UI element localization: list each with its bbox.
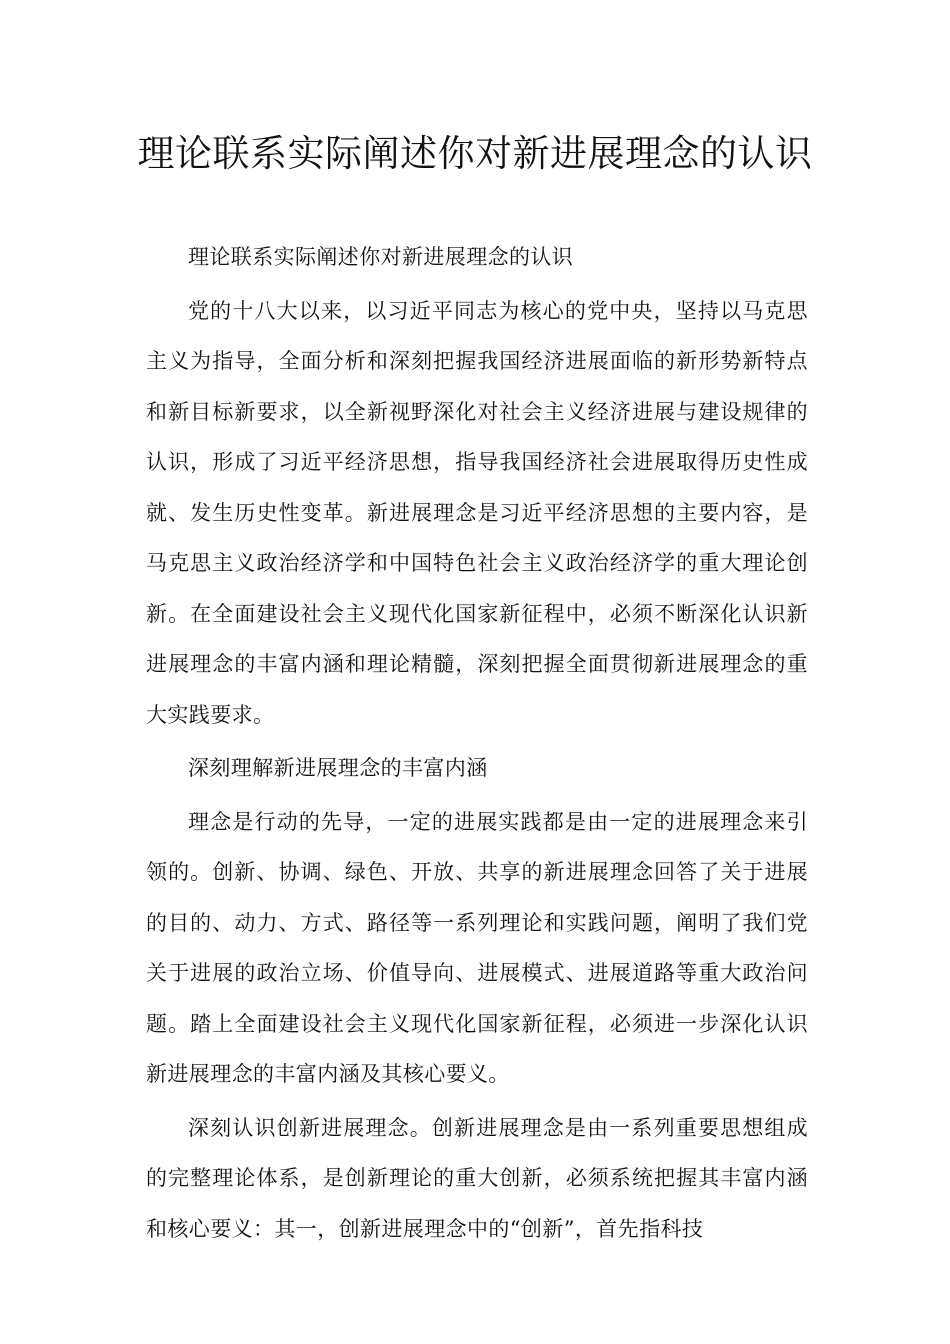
concept-paragraph: 理念是行动的先导，一定的进展实践都是由一定的进展理念来引领的。创新、协调、绿色、开放、共享的新进展理念回答了关于进展的目的、动力、方式、路径等一系列理论和实践问题，阐明了我们党关于进展的政治立场、价值导向、进展模式、进展道路等重大政治问题。踏上全面建设社会主义现代化国家新征程，必须进一步深化认识新进展理念的丰富内涵及其核心要义。 (146, 809, 808, 1086)
innovation-paragraph: 深刻认识创新进展理念。创新进展理念是由一系列重要思想组成的完整理论体系，是创新理论的重大创新，必须系统把握其丰富内涵和核心要义：其一，创新进展理念中的“创新”，首先指科技 (146, 1115, 808, 1241)
document-body (146, 232, 808, 1257)
document-title: 理论联系实际阐述你对新进展理念的认识 (137, 132, 813, 175)
intro-paragraph: 党的十八大以来，以习近平同志为核心的党中央，坚持以马克思主义为指导，全面分析和深刻把握我国经济进展面临的新形势新特点和新目标新要求，以全新视野深化对社会主义经济进展与建设规律的认识，形成了习近平经济思想，指导我国经济社会进展取得历史性成就、发生历史性变革。新进展理念是习近平经济思想的主要内容，是马克思主义政治经济学和中国特色社会主义政治经济学的重大理论创新。在全面建设社会主义现代化国家新征程中，必须不断深化认识新进展理念的丰富内涵和理论精髓，深刻把握全面贯彻新进展理念的重大实践要求。 (146, 298, 808, 727)
subtitle-paragraph: 理论联系实际阐述你对新进展理念的认识 (188, 245, 574, 269)
section-heading: 深刻理解新进展理念的丰富内涵 (188, 756, 488, 780)
